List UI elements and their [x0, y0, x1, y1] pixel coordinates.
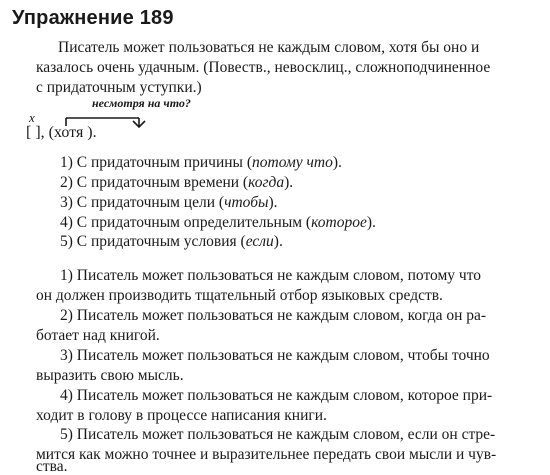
task-sentence-line: казалось очень удачным. (Повеств., невосклиц., сложноподчиненное	[36, 59, 491, 76]
exercise-title: Упражнение 189	[12, 7, 174, 29]
option-item: 1) С придаточным причины (потому что).	[60, 154, 342, 171]
conjunction-hint: потому что	[252, 154, 333, 171]
option-item: 2) С придаточным времени (когда).	[60, 174, 294, 191]
conjunction-hint: когда	[248, 174, 285, 191]
answer-line: мится как можно точнее и выразительнее передать свои мысли и чув-	[36, 446, 497, 463]
answer-line: 3) Писатель может пользоваться не каждым словом, чтобы точно	[60, 347, 490, 364]
conjunction-hint: которое	[311, 214, 367, 231]
answer-line: 2) Писатель может пользоваться не каждым словом, когда он ра-	[60, 307, 487, 324]
answer-line: ботает над книгой.	[36, 327, 160, 344]
schema-marker: x	[29, 110, 35, 125]
answer-line: 1) Писатель может пользоваться не каждым словом, потому что	[60, 267, 482, 284]
option-item: 4) С придаточным определительным (которое).	[60, 214, 376, 231]
option-item: 3) С придаточным цели (чтобы).	[60, 194, 278, 211]
answer-line: ства.	[36, 458, 68, 475]
conjunction-hint: чтобы	[224, 194, 269, 211]
answer-line: 5) Писатель может пользоваться не каждым словом, если он стре-	[60, 426, 496, 443]
answer-line: ходит в голову в процессе написания книги.	[36, 407, 327, 424]
schema-formula: [ ], (хотя ).	[26, 124, 97, 141]
task-sentence-line: Писатель может пользоваться не каждым словом, хотя бы оно и	[58, 39, 480, 56]
conjunction-hint: если	[245, 233, 274, 250]
task-sentence-line: с придаточным уступки.)	[36, 79, 202, 96]
answer-line: выразить свою мысль.	[36, 367, 184, 384]
option-item: 5) С придаточным условия (если).	[60, 233, 283, 250]
sentence-schema	[26, 96, 246, 148]
answer-line: он должен производить тщательный отбор языковых средств.	[36, 287, 443, 304]
schema-question: несмотря на что?	[92, 96, 191, 110]
answer-line: 4) Писатель может пользоваться не каждым словом, которое при-	[60, 387, 493, 404]
